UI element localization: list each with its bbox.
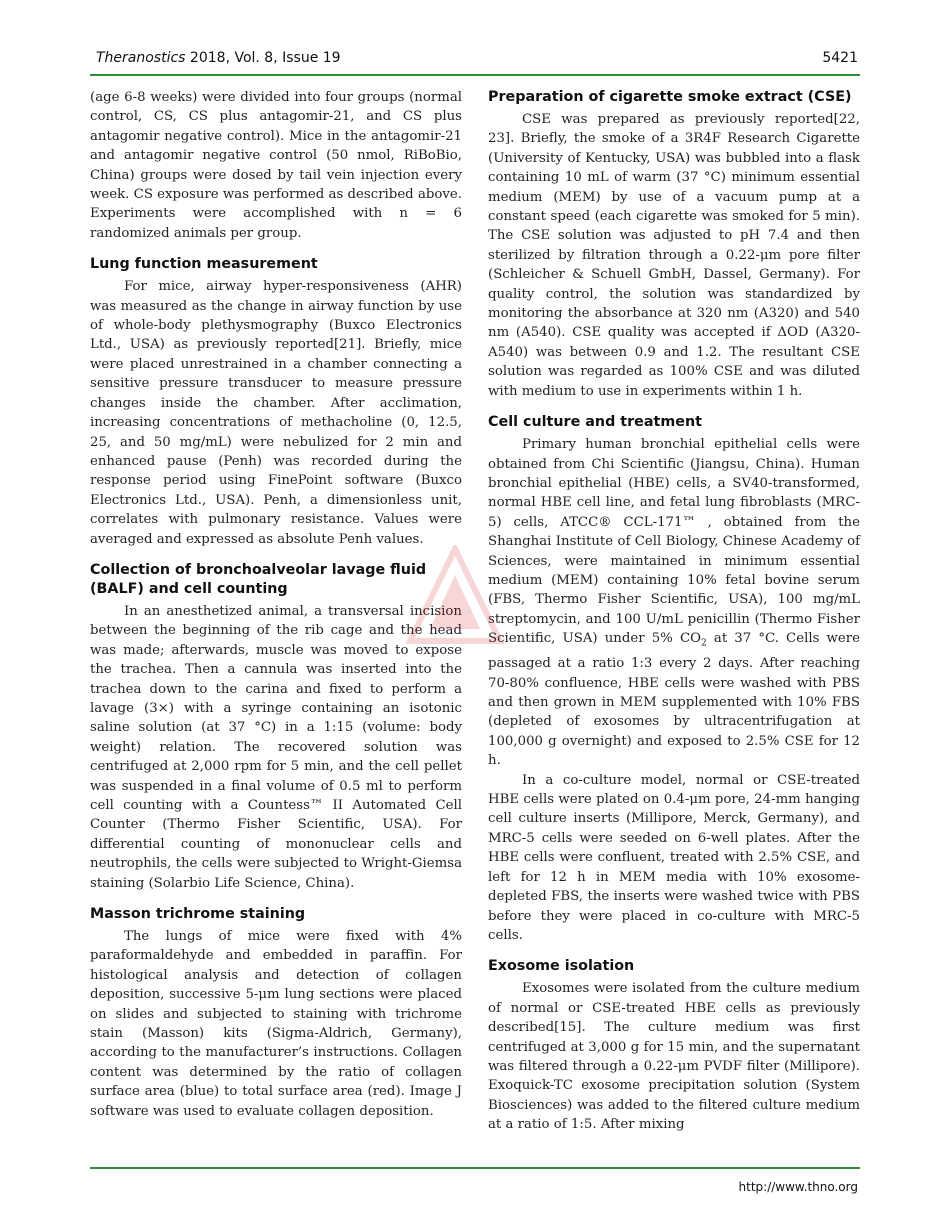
heading-masson: Masson trichrome staining	[90, 906, 306, 923]
footer-rule	[90, 1167, 860, 1169]
heading-lung-function: Lung function measurement	[90, 256, 318, 273]
paragraph-masson: The lungs of mice were fixed with 4% paraformaldehyde and embedded in paraffin. For histological analysis and detection of collagen deposition, successive 5-μm lung sections were placed on slides and subjected to staining with trichrome stain (Masson) kits (Sigma-Aldrich, Germany), according to the manufacturer’s instructions. Collagen content was determined by the ratio of collagen surface area (blue) to total surface area (red). Image J software was used to evaluate collagen deposition.	[90, 929, 462, 1119]
paragraph-cse: CSE was prepared as previously reported[22, 23]. Briefly, the smoke of a 3R4F Research Cigarette (University of Kentucky, USA) was bubbled into a flask containing 10 mL of warm (37 °C) minimum essential medium (MEM) by use of a vacuum pump at a constant speed (each cigarette was smoked for 5 min). The CSE solution was adjusted to pH 7.4 and then sterilized by filtration through a 0.22-μm pore filter (Schleicher & Schuell GmbH, Dassel, Germany). For quality control, the solution was standardized by monitoring the absorbance at 320 nm (A320) and 540 nm (A540). CSE quality was accepted if ΔOD (A320-A540) was between 0.9 and 1.2. The resultant CSE solution was regarded as 100% CSE and was diluted with medium to use in experiments within 1 h.	[488, 112, 860, 399]
co2-subscript: 2	[701, 638, 707, 649]
paragraph-balf: In an anesthetized animal, a transversal incision between the beginning of the rib cage and the head was made; afterwards, muscle was moved to expose the trachea. Then a cannula was inserted into the trachea down to the carina and fixed to perform a lavage (3×) with a syringe containing an isotonic saline solution (at 37 °C) in a 1:15 (volume: body weight) relation. The recovered solution was centrifuged at 2,000 rpm for 5 min, and the cell pellet was suspended in a final volume of 0.5 ml to perform cell counting with a Countess™ II Automated Cell Counter (Thermo Fisher Scientific, USA). For differential counting of mononuclear cells and neutrophils, the cells were subjected to Wright-Giemsa staining (Solarbio Life Science, China).	[90, 603, 462, 891]
page-number: 5421	[822, 50, 858, 66]
header-rule	[90, 74, 860, 76]
paragraph-intro: (age 6-8 weeks) were divided into four groups (normal control, CS, CS plus antagomir-21, and CS plus antagomir negative control). Mice in the antagomir-21 and antagomir negative control (50 nmol, RiBoBio, China) groups were dosed by tail vein injection every week. CS exposure was performed as described above. Experiments were accomplished with n = 6 randomized animals per group.	[90, 90, 462, 241]
paragraph-cell-culture-1	[488, 435, 860, 771]
paragraph-lung-function: For mice, airway hyper-responsiveness (AHR) was measured as the change in airway function by use of whole-body plethysmography (Buxco Electronics Ltd., USA) as previously reported[21]. Briefly, mice were placed unrestrained in a chamber connecting a sensitive pressure transducer to measure pressure changes inside the chamber. After acclimation, increasing concentrations of methacholine (0, 12.5, 25, and 50 mg/mL) were nebulized for 2 min and enhanced pause (Penh) was recorded during the response period using FinePoint software (Buxco Electronics Ltd., USA). Penh, a dimensionless unit, correlates with pulmonary resistance. Values were averaged and expressed as absolute Penh values.	[90, 279, 462, 547]
heading-exosome: Exosome isolation	[488, 958, 635, 975]
heading-balf: Collection of bronchoalveolar lavage fluid (BALF) and cell counting	[90, 561, 427, 597]
paragraph-cell-culture-2: In a co-culture model, normal or CSE-treated HBE cells were plated on 0.4-μm pore, 24-mm hanging cell culture inserts (Millipore, Merck, Germany), and MRC-5 cells were seeded on 6-well plates. After the HBE cells were confluent, treated with 2.5% CSE, and left for 12 h in MEM media with 10% exosome-depleted FBS, the inserts were washed twice with PBS before they were placed in co-culture with MRC-5 cells.	[488, 772, 860, 943]
journal-name: Theranostics	[96, 50, 186, 66]
publisher-watermark-icon	[400, 545, 510, 655]
culture-text-b: at 37 °C. Cells were passaged at a ratio 1:3 every 2 days. After reaching 70-80% confluence, HBE cells were washed with PBS and then grown in MEM supplemented with 10% FBS (depleted of exosomes by ultracentrifugation at 100,000 g overnight) and exposed to 2.5% CSE for 12 h.	[488, 631, 861, 769]
paragraph-exosome: Exosomes were isolated from the culture medium of normal or CSE-treated HBE cells as previously described[15]. The culture medium was first centrifuged at 3,000 g for 15 min, and the supernatant was filtered through a 0.22-μm PVDF filter (Millipore). Exoquick-TC exosome precipitation solution (System Biosciences) was added to the filtered culture medium at a ratio of 1:5. After mixing	[488, 981, 860, 1133]
right-column	[488, 88, 860, 1135]
heading-cell-culture: Cell culture and treatment	[488, 414, 702, 431]
heading-cse: Preparation of cigarette smoke extract (CSE)	[488, 89, 852, 105]
culture-text-a: Primary human bronchial epithelial cells were obtained from Chi Scientific (Jiangsu, China). Human bronchial epithelial (HBE) cells, a SV40-transformed, normal HBE cell line, and fetal lung fibroblasts (MRC-5) cells, ATCC® CCL-171™ , obtained from the Shanghai Institute of Cell Biology, Chinese Academy of Sciences, were maintained in minimum essential medium (MEM) containing 10% fetal bovine serum (FBS, Thermo Fisher Scientific, USA), 100 mg/mL streptomycin, and 100 U/mL penicillin (Thermo Fisher Scientific, USA) under 5% CO	[488, 437, 860, 647]
journal-url[interactable]: http://www.thno.org	[738, 1180, 858, 1194]
journal-issue: 2018, Vol. 8, Issue 19	[185, 50, 341, 66]
running-header	[96, 50, 341, 66]
